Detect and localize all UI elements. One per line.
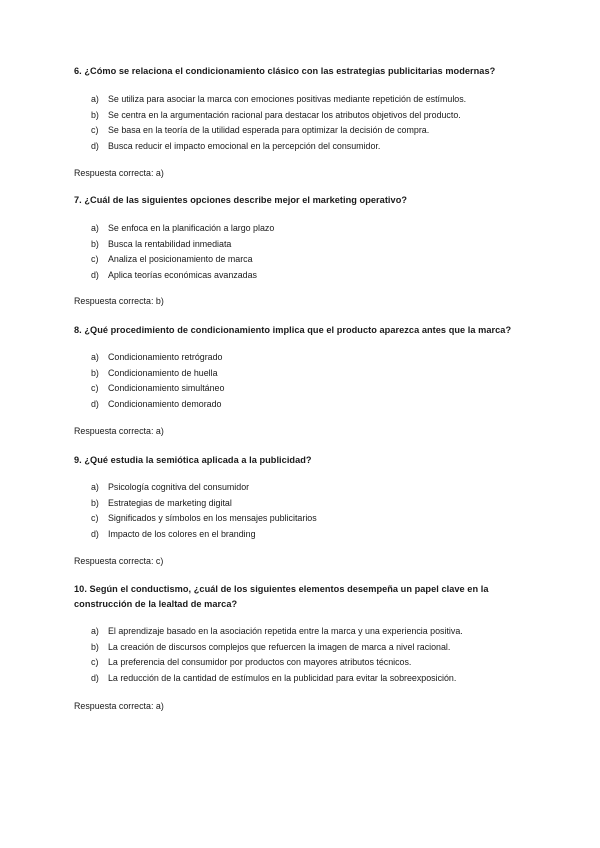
option-c: c) La preferencia del consumidor por productos con mayores atributos técnicos. (91, 657, 412, 667)
question-9-answer: Respuesta correcta: c) (74, 556, 164, 566)
question-8-options (91, 350, 531, 412)
question-7-title: 7. ¿Cuál de las siguientes opciones describe mejor el marketing operativo? (74, 195, 408, 205)
option-b: b) La creación de discursos complejos que refuercen la imagen de marca a nivel racional. (91, 641, 451, 652)
option-d: d) La reducción de la cantidad de estímulos en la publicidad para evitar la sobreexposición. (91, 672, 457, 683)
option-b: b) Estrategias de marketing digital (91, 497, 232, 508)
question-9-options (91, 480, 531, 542)
option-d: d) Aplica teorías económicas avanzadas (91, 269, 257, 280)
option-d: d) Condicionamiento demorado (91, 398, 222, 409)
question-10-answer: Respuesta correcta: a) (74, 701, 164, 711)
question-6-title: 6. ¿Cómo se relaciona el condicionamiento clásico con las estrategias publicitarias modernas? (74, 66, 496, 76)
option-a: a) Psicología cognitiva del consumidor (91, 482, 250, 492)
question-6-options (91, 92, 531, 154)
question-8-answer: Respuesta correcta: a) (74, 426, 164, 436)
option-c: c) Significados y símbolos en los mensajes publicitarios (91, 513, 317, 523)
option-a: a) Se utiliza para asociar la marca con emociones positivas mediante repetición de estímulos. (91, 94, 467, 104)
option-a: a) Se enfoca en la planificación a largo plazo (91, 223, 275, 233)
option-d: d) Busca reducir el impacto emocional en la percepción del consumidor. (91, 140, 381, 151)
option-c: c) Se basa en la teoría de la utilidad esperada para optimizar la decisión de compra. (91, 125, 430, 135)
option-b: b) Se centra en la argumentación racional para destacar los atributos objetivos del producto. (91, 109, 461, 120)
question-8-title: 8. ¿Qué procedimiento de condicionamiento implica que el producto aparezca antes que la marca? (74, 325, 512, 335)
option-c: c) Analiza el posicionamiento de marca (91, 254, 253, 264)
option-b: b) Condicionamiento de huella (91, 367, 218, 378)
option-a: a) Condicionamiento retrógrado (91, 352, 223, 362)
question-7-options (91, 221, 531, 283)
question-9-title: 9. ¿Qué estudia la semiótica aplicada a la publicidad? (74, 455, 312, 465)
option-c: c) Condicionamiento simultáneo (91, 383, 225, 393)
question-6-answer: Respuesta correcta: a) (74, 168, 164, 178)
option-d: d) Impacto de los colores en el branding (91, 528, 256, 539)
option-a: a) El aprendizaje basado en la asociación repetida entre la marca y una experiencia positiva. (91, 626, 463, 636)
question-10-options (91, 624, 531, 686)
question-10-title: 10. Según el conductismo, ¿cuál de los siguientes elementos desempeña un papel clave en la construcción de la lealtad de marca? (74, 584, 489, 609)
question-7-answer: Respuesta correcta: b) (74, 296, 164, 306)
option-b: b) Busca la rentabilidad inmediata (91, 238, 232, 249)
